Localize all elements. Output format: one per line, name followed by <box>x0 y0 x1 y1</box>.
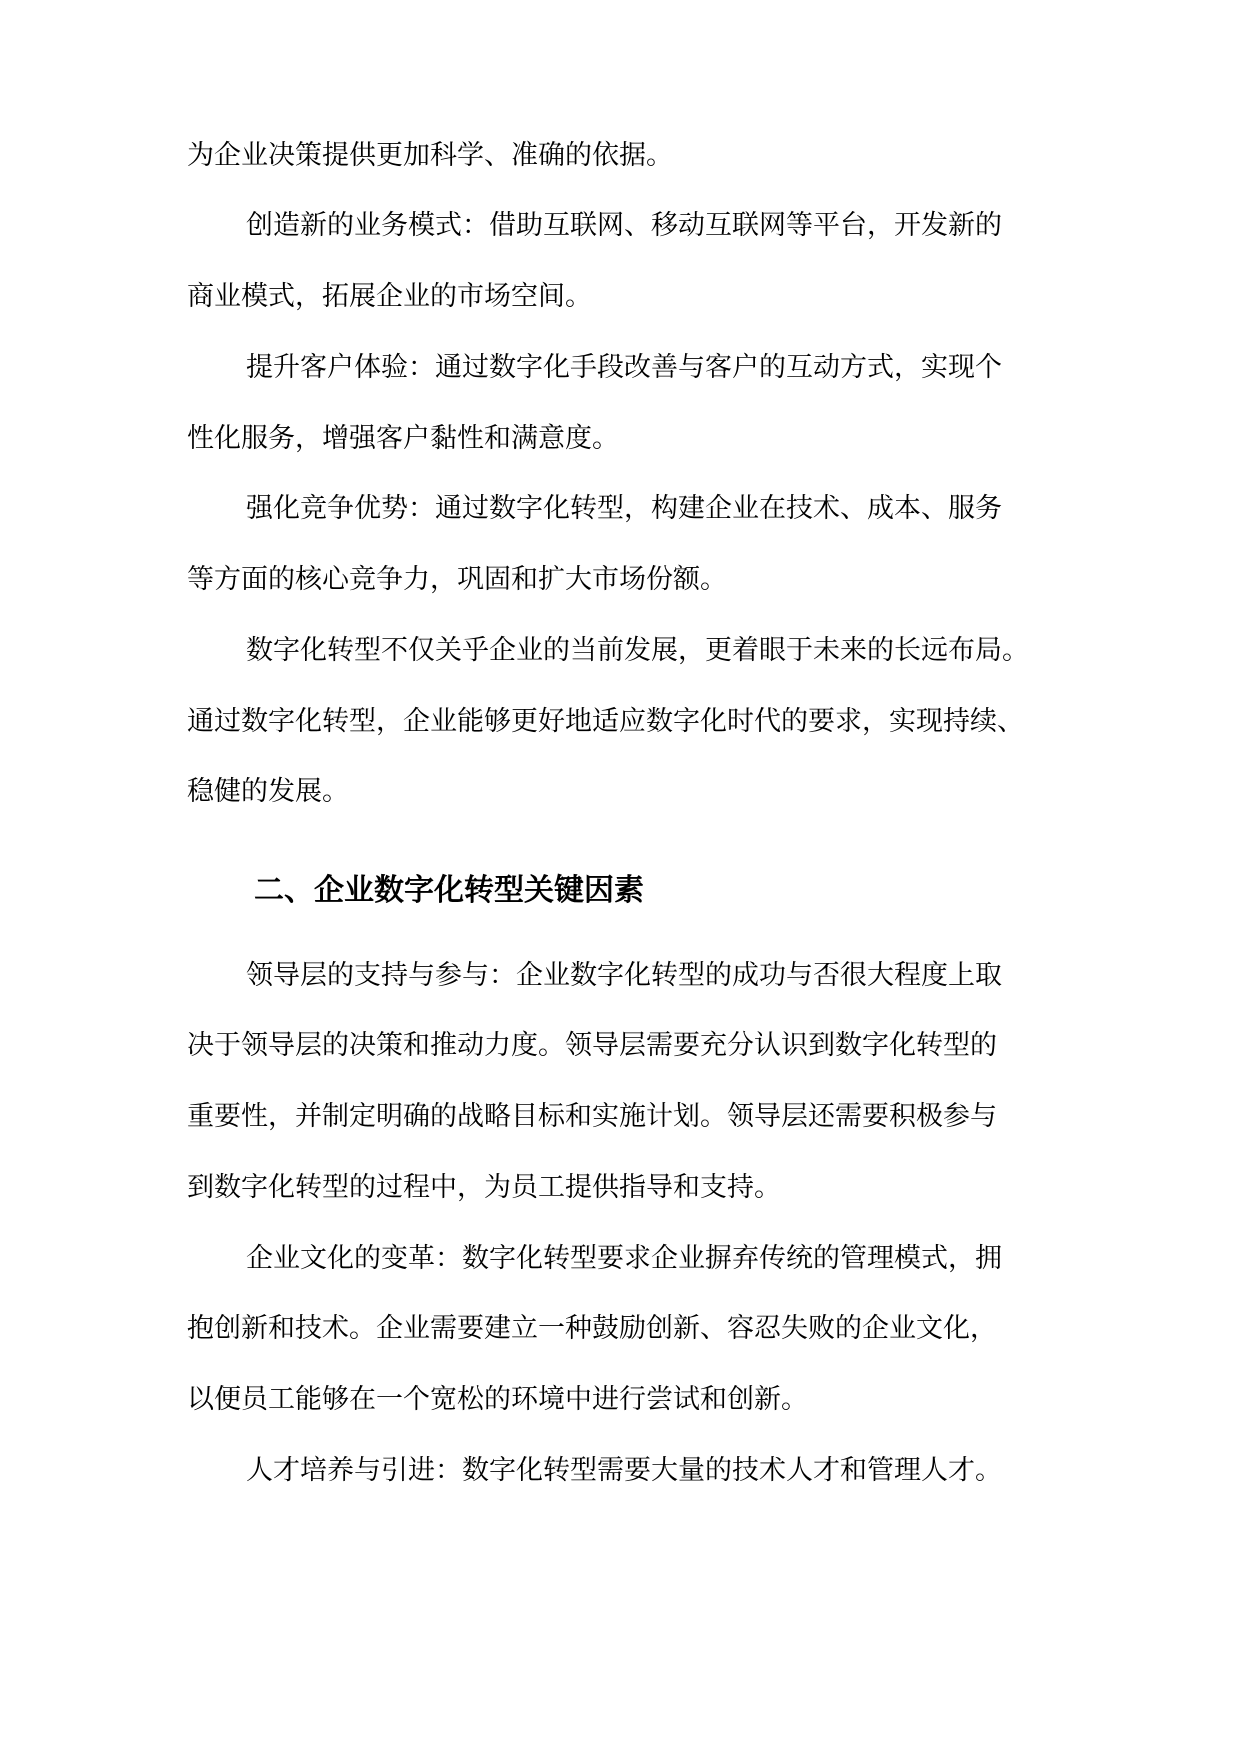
paragraph-line: 领导层的支持与参与：企业数字化转型的成功与否很大程度上取 <box>246 960 1002 991</box>
paragraph-line: 重要性，并制定明确的战略目标和实施计划。领导层还需要积极参与 <box>187 1101 997 1132</box>
paragraph-line: 商业模式，拓展企业的市场空间。 <box>187 281 592 312</box>
section-heading: 二、企业数字化转型关键因素 <box>254 873 644 908</box>
paragraph-line: 提升客户体验：通过数字化手段改善与客户的互动方式，实现个 <box>246 352 1002 383</box>
paragraph-line: 企业文化的变革：数字化转型要求企业摒弃传统的管理模式，拥 <box>246 1243 1002 1274</box>
paragraph-line: 数字化转型不仅关乎企业的当前发展，更着眼于未来的长远布局。 <box>246 635 1029 666</box>
paragraph-line: 稳健的发展。 <box>187 776 349 807</box>
paragraph-line: 创造新的业务模式：借助互联网、移动互联网等平台，开发新的 <box>246 210 1002 241</box>
paragraph-line: 抱创新和技术。企业需要建立一种鼓励创新、容忍失败的企业文化， <box>187 1313 997 1344</box>
paragraph-line: 为企业决策提供更加科学、准确的依据。 <box>187 140 673 171</box>
paragraph-line: 到数字化转型的过程中，为员工提供指导和支持。 <box>187 1172 781 1203</box>
paragraph-line: 以便员工能够在一个宽松的环境中进行尝试和创新。 <box>187 1384 808 1415</box>
paragraph-line: 等方面的核心竞争力，巩固和扩大市场份额。 <box>187 564 727 595</box>
paragraph-line: 人才培养与引进：数字化转型需要大量的技术人才和管理人才。 <box>246 1455 1002 1486</box>
paragraph-line: 性化服务，增强客户黏性和满意度。 <box>187 423 619 454</box>
paragraph-line: 通过数字化转型，企业能够更好地适应数字化时代的要求，实现持续、 <box>187 706 1024 737</box>
paragraph-line: 决于领导层的决策和推动力度。领导层需要充分认识到数字化转型的 <box>187 1030 997 1061</box>
paragraph-line: 强化竞争优势：通过数字化转型，构建企业在技术、成本、服务 <box>246 493 1002 524</box>
